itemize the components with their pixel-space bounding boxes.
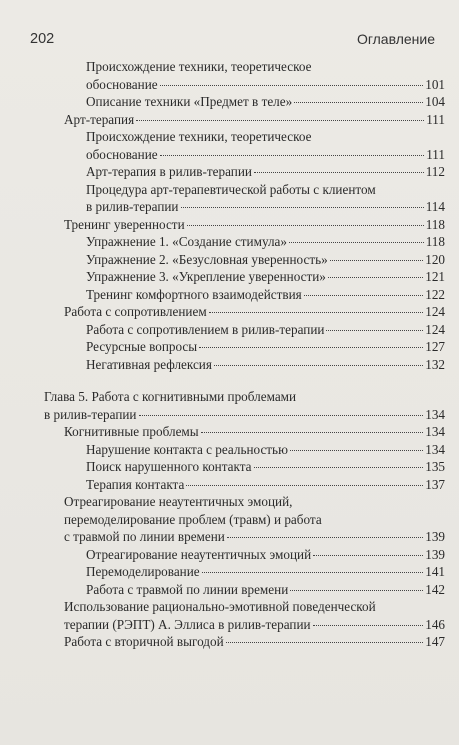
- toc-entry[interactable]: [0, 233, 459, 251]
- toc-page-number: 127: [425, 339, 445, 354]
- toc-entry-row: [44, 406, 445, 424]
- toc-entry-title-line: Поиск нарушенного контакта: [86, 459, 252, 474]
- dot-leader: [209, 311, 424, 313]
- toc-entry-title-line: Перемоделирование: [86, 564, 200, 579]
- toc-entry-row: [86, 581, 445, 599]
- toc-entry-row: [86, 286, 445, 304]
- toc-entry-title-line: Отреагирование неаутентичных эмоций,: [64, 494, 293, 509]
- toc-entry[interactable]: [0, 458, 459, 476]
- toc-page-number: 122: [425, 286, 445, 302]
- toc-entry-row: [86, 338, 445, 356]
- toc-entry-title-line: Ресурсные вопросы: [86, 339, 198, 354]
- toc-page-number: 139: [425, 529, 445, 544]
- dot-leader: [160, 84, 424, 86]
- dot-leader: [326, 329, 423, 331]
- toc-page-number: 111: [426, 146, 445, 162]
- toc-entry[interactable]: [0, 321, 459, 339]
- toc-entry[interactable]: [0, 581, 459, 599]
- toc-entry-row: [86, 321, 445, 339]
- toc-entry-title-line: Использование рационально-эмотивной поведенческой: [64, 599, 376, 614]
- section-gap: [0, 373, 459, 388]
- dot-leader: [294, 101, 423, 103]
- toc-entry[interactable]: [0, 93, 459, 111]
- toc-entry-row: [64, 633, 445, 651]
- toc-entry-row: [86, 76, 445, 94]
- toc-page-number: 132: [425, 356, 445, 372]
- toc-entry[interactable]: [0, 423, 459, 441]
- toc-page-number: 134: [425, 424, 445, 439]
- toc-entry-title-line: Описание техники «Предмет в теле»: [86, 94, 293, 109]
- toc-page-number: 139: [425, 546, 445, 562]
- toc-page-number: 104: [425, 94, 445, 109]
- page-number: 202: [30, 31, 55, 47]
- toc-entry[interactable]: [0, 286, 459, 304]
- toc-entry[interactable]: [0, 268, 459, 286]
- toc-entry-title-line: Нарушение контакта с реальностью: [86, 441, 288, 457]
- toc-entry[interactable]: [0, 303, 459, 321]
- toc-entry[interactable]: [0, 338, 459, 356]
- toc-entry[interactable]: [0, 58, 459, 93]
- dot-leader: [136, 119, 424, 121]
- toc-entry-title-line: обоснование: [86, 76, 158, 92]
- dot-leader: [187, 224, 424, 226]
- toc-entry-title-line: Тренинг уверенности: [64, 216, 185, 232]
- toc-entry[interactable]: [0, 216, 459, 234]
- toc-entry-title-line: Арт-терапия в рилив-терапии: [86, 164, 252, 179]
- dot-leader: [330, 259, 424, 261]
- toc-entry-row: [86, 458, 445, 476]
- dot-leader: [199, 346, 423, 348]
- dot-leader: [186, 484, 423, 486]
- dot-leader: [290, 449, 423, 451]
- toc-entry-row: [86, 268, 445, 286]
- toc-entry-row: [64, 528, 445, 546]
- dot-leader: [328, 276, 423, 278]
- toc-page-number: 141: [425, 564, 445, 579]
- toc-page-number: 121: [425, 269, 445, 284]
- dot-leader: [304, 294, 423, 296]
- toc-page-number: 135: [425, 459, 445, 474]
- toc-entry-row: [64, 616, 445, 634]
- toc-entry-row: [64, 111, 445, 129]
- toc-entry-title-line: Упражнение 1. «Создание стимула»: [86, 234, 287, 249]
- dot-leader: [227, 536, 423, 538]
- toc-entry-title-line: Тренинг комфортного взаимодействия: [86, 286, 302, 302]
- toc-entry-title-line: Происхождение техники, теоретическое: [86, 59, 312, 74]
- toc-entry-row: [86, 146, 445, 164]
- dot-leader: [202, 571, 424, 573]
- toc-page-number: 147: [425, 634, 445, 649]
- toc-entry-title-line: Упражнение 3. «Укрепление уверенности»: [86, 269, 326, 284]
- toc-entry[interactable]: [0, 633, 459, 651]
- toc-entry-row: [86, 233, 445, 251]
- toc-entry[interactable]: [0, 128, 459, 163]
- toc-entry[interactable]: [0, 181, 459, 216]
- toc-page-number: 137: [425, 476, 445, 492]
- toc-page-number: 111: [426, 111, 445, 127]
- toc-page-number: 118: [425, 216, 445, 232]
- toc-page-number: 114: [425, 199, 445, 214]
- dot-leader: [214, 364, 423, 366]
- toc-entry-title-line: Негативная рефлексия: [86, 356, 212, 372]
- toc-entry[interactable]: [0, 476, 459, 494]
- toc-entry-title-line: обоснование: [86, 146, 158, 162]
- toc-entry-title-line: терапии (РЭПТ) А. Эллиса в рилив-терапии: [64, 616, 311, 632]
- toc-entry-row: [86, 356, 445, 374]
- toc-entry-title-line: Работа с травмой по линии времени: [86, 581, 289, 597]
- dot-leader: [181, 206, 424, 208]
- toc-entry-row: [64, 216, 445, 234]
- dot-leader: [289, 241, 424, 243]
- toc-entry-title-line: Работа с вторичной выгодой: [64, 634, 224, 649]
- toc-page-number: 124: [425, 304, 445, 319]
- toc-entry-title-line: с травмой по линии времени: [64, 529, 225, 544]
- dot-leader: [290, 589, 423, 591]
- toc-entry[interactable]: [0, 493, 459, 546]
- toc-entry-row: [64, 423, 445, 441]
- table-of-contents: [0, 58, 459, 651]
- toc-entry-title-line: перемоделирование проблем (травм) и работа: [64, 511, 322, 527]
- toc-entry[interactable]: [0, 251, 459, 269]
- toc-page-number: 146: [425, 616, 445, 632]
- toc-entry-row: [64, 303, 445, 321]
- toc-page-number: 134: [425, 441, 445, 457]
- dot-leader: [254, 171, 424, 173]
- toc-entry[interactable]: [0, 111, 459, 129]
- toc-entry-title-line: Процедура арт-терапевтической работы с клиентом: [86, 181, 376, 197]
- toc-page-number: 124: [425, 321, 445, 337]
- dot-leader: [254, 466, 424, 468]
- toc-page-number: 101: [425, 76, 445, 92]
- toc-entry[interactable]: [0, 441, 459, 459]
- toc-entry[interactable]: [0, 163, 459, 181]
- toc-entry-row: [86, 251, 445, 269]
- toc-entry-title-line: Работа с сопротивлением в рилив-терапии: [86, 321, 325, 337]
- dot-leader: [313, 624, 424, 626]
- toc-entry-title-line: Происхождение техники, теоретическое: [86, 129, 312, 144]
- toc-entry-row: [86, 441, 445, 459]
- toc-entry-row: [86, 93, 445, 111]
- running-head: Оглавление: [356, 31, 435, 47]
- toc-entry-title-line: Когнитивные проблемы: [64, 424, 199, 439]
- dot-leader: [201, 431, 424, 433]
- toc-entry-row: [86, 163, 445, 181]
- toc-entry-title-line: Арт-терапия: [64, 111, 135, 127]
- toc-entry-row: [86, 546, 445, 564]
- toc-page-number: 134: [425, 406, 445, 422]
- toc-entry-row: [86, 476, 445, 494]
- toc-entry-title-line: в рилив-терапии: [44, 406, 137, 422]
- toc-entry[interactable]: [0, 546, 459, 564]
- toc-entry-title-line: Глава 5. Работа с когнитивными проблемами: [44, 389, 297, 404]
- dot-leader: [160, 154, 425, 156]
- toc-entry[interactable]: [0, 598, 459, 633]
- toc-page-number: 142: [425, 581, 445, 597]
- toc-entry-title-line: Отреагирование неаутентичных эмоций: [86, 546, 312, 562]
- toc-entry[interactable]: [0, 356, 459, 374]
- toc-entry-title-line: Работа с сопротивлением: [64, 304, 207, 319]
- toc-entry[interactable]: [0, 563, 459, 581]
- toc-entry-title-line: Упражнение 2. «Безусловная уверенность»: [86, 251, 328, 267]
- toc-entry-title-line: в рилив-терапии: [86, 199, 179, 214]
- dot-leader: [226, 641, 424, 643]
- page-header: [0, 31, 459, 53]
- toc-entry-row: [86, 563, 445, 581]
- toc-page-number: 120: [425, 251, 445, 267]
- toc-page-number: 118: [425, 234, 445, 249]
- toc-page-number: 112: [425, 164, 445, 179]
- toc-entry-row: [86, 198, 445, 216]
- toc-entry-title-line: Терапия контакта: [86, 476, 185, 492]
- toc-entry[interactable]: [0, 388, 459, 423]
- dot-leader: [139, 414, 424, 416]
- dot-leader: [313, 554, 423, 556]
